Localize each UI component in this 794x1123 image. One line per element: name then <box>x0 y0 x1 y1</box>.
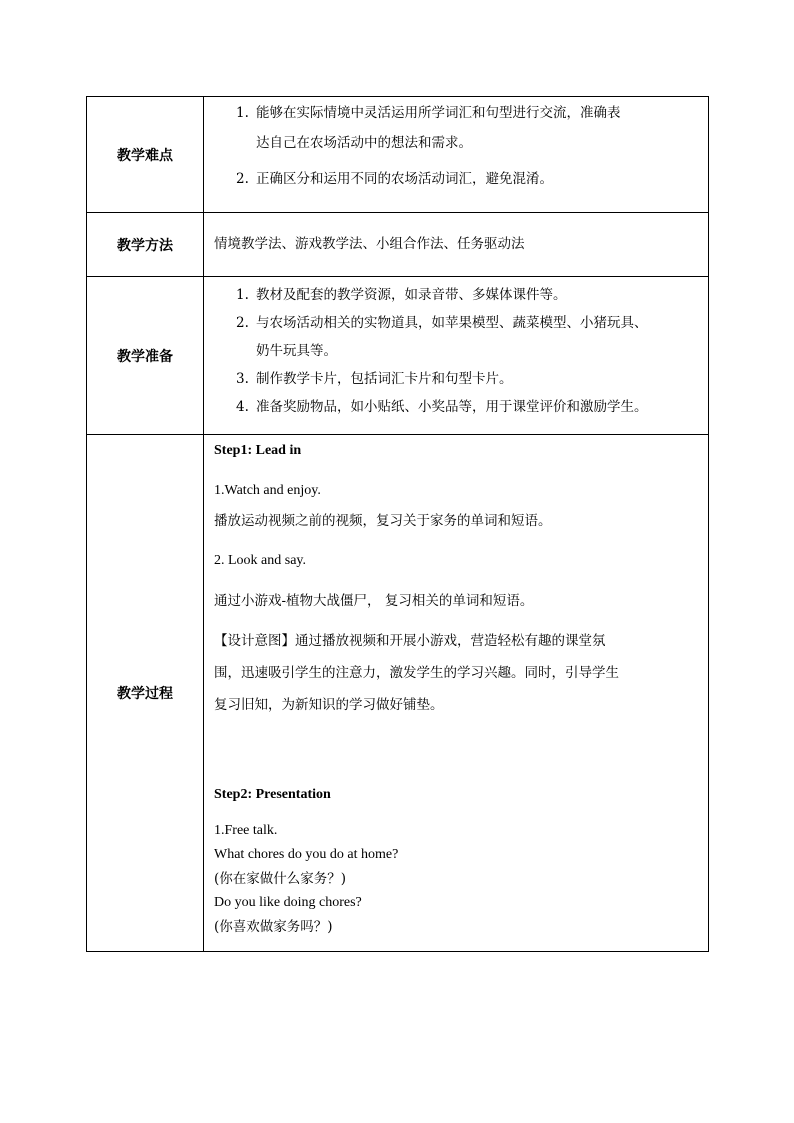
question-2: Do you like doing chores? <box>214 895 362 910</box>
row-difficulty <box>87 97 709 213</box>
label-difficulty: 教学难点 <box>87 97 204 213</box>
step1-item-a-desc: 播放运动视频之前的视频，复习关于家务的单词和短语。 <box>214 513 552 529</box>
list-item <box>204 313 700 361</box>
item-text: 教材及配套的教学资源，如录音带、多媒体课件等。 <box>256 287 567 303</box>
question-1-cn: (你在家做什么家务？) <box>214 871 347 887</box>
item-number: 1. <box>236 287 249 303</box>
list-item <box>204 285 700 305</box>
design-intent-line3: 复习旧知，为新知识的学习做好铺垫。 <box>214 697 444 713</box>
step1-item-a: 1.Watch and enjoy. <box>214 483 321 498</box>
question-1: What chores do you do at home? <box>214 847 399 862</box>
preparation-content <box>204 277 709 435</box>
lesson-plan-table <box>86 96 709 952</box>
item-text: 制作教学卡片，包括词汇卡片和句型卡片。 <box>256 371 513 387</box>
item-text: 能够在实际情境中灵活运用所学词汇和句型进行交流，准确表 <box>256 105 621 121</box>
process-content <box>204 435 709 952</box>
item-text: 准备奖励物品，如小贴纸、小奖品等，用于课堂评价和激励学生。 <box>256 399 648 415</box>
item-number: 2. <box>236 315 249 331</box>
difficulty-content <box>204 97 709 213</box>
list-item <box>204 169 700 189</box>
item-number: 1. <box>236 105 249 121</box>
item-number: 2. <box>236 171 249 187</box>
label-process: 教学过程 <box>87 435 204 952</box>
label-preparation: 教学准备 <box>87 277 204 435</box>
item-text-cont: 达自己在农场活动中的想法和需求。 <box>256 135 472 151</box>
list-item <box>204 397 700 417</box>
item-text: 与农场活动相关的实物道具，如苹果模型、蔬菜模型、小猪玩具、 <box>256 315 648 331</box>
list-item <box>204 369 700 389</box>
item-number: 3. <box>236 371 249 387</box>
methods-text: 情境教学法、游戏教学法、小组合作法、任务驱动法 <box>214 235 525 252</box>
question-2-cn: (你喜欢做家务吗？) <box>214 919 333 935</box>
row-process <box>87 435 709 952</box>
row-preparation <box>87 277 709 435</box>
row-methods <box>87 213 709 277</box>
item-text: 正确区分和运用不同的农场活动词汇，避免混淆。 <box>256 171 553 187</box>
item-text-cont: 奶牛玩具等。 <box>256 343 337 359</box>
design-intent-line1: 【设计意图】通过播放视频和开展小游戏，营造轻松有趣的课堂氛 <box>214 633 606 649</box>
step2-item-a: 1.Free talk. <box>214 823 278 838</box>
step1-item-b-desc: 通过小游戏-植物大战僵尸， 复习相关的单词和短语。 <box>214 593 534 609</box>
item-number: 4. <box>236 399 249 415</box>
step2-title: Step2: Presentation <box>214 787 331 802</box>
design-intent-line2: 围，迅速吸引学生的注意力，激发学生的学习兴趣。同时，引导学生 <box>214 665 619 681</box>
methods-content <box>204 213 709 277</box>
list-item <box>204 103 700 153</box>
step1-title: Step1: Lead in <box>214 443 302 458</box>
label-methods: 教学方法 <box>87 213 204 277</box>
step1-item-b: 2. Look and say. <box>214 553 307 568</box>
